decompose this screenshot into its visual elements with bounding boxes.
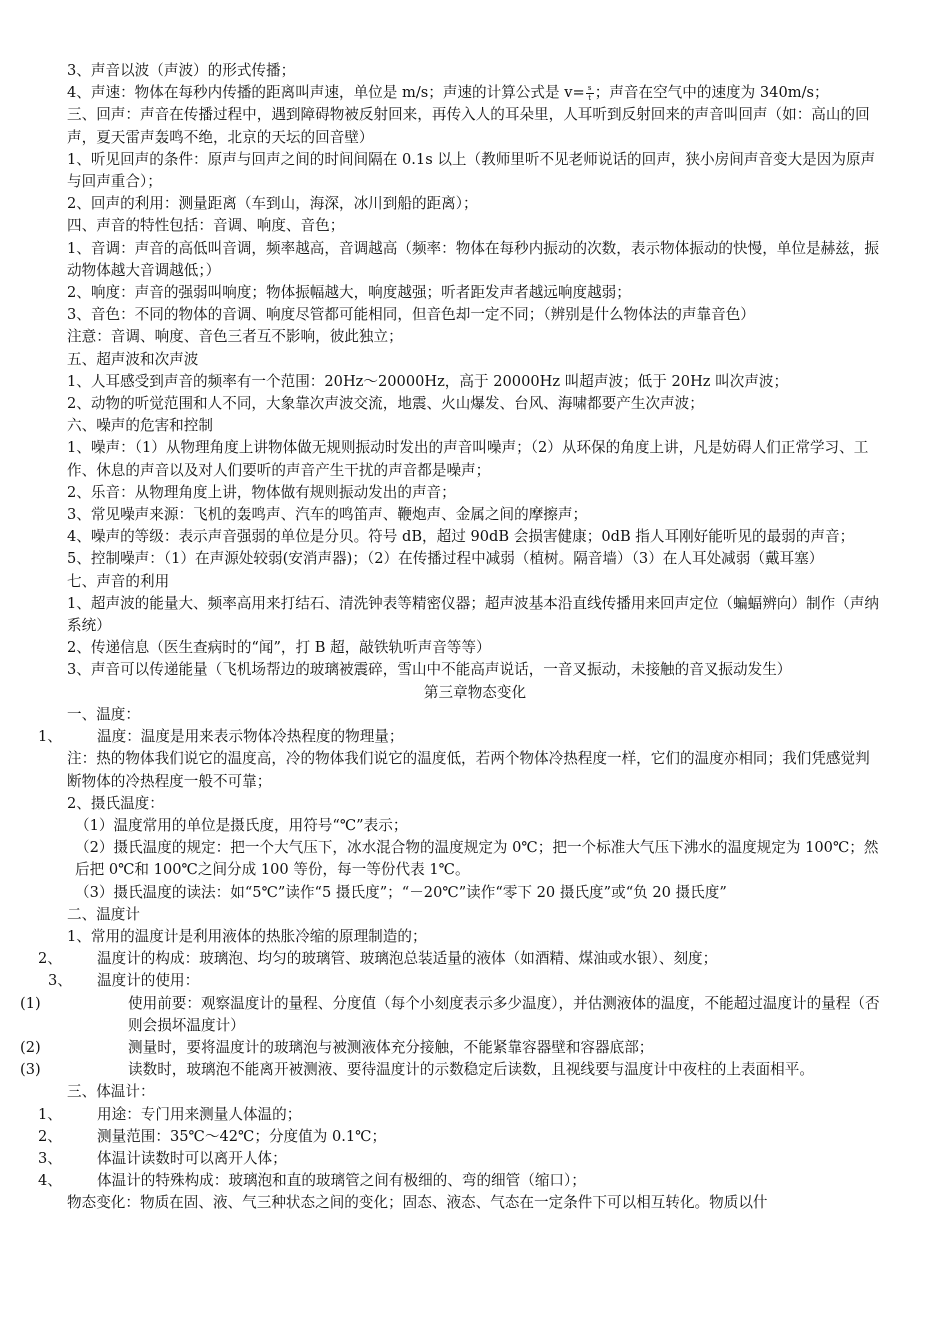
line-text: 3、声音可以传递能量（飞机场帮边的玻璃被震碎，雪山中不能高声说话，一音叉振动，未接触的音叉振动发生） [67, 661, 792, 679]
fraction-denominator: t [588, 93, 592, 102]
text-line [0, 1126, 950, 1148]
line-text: 测量范围：35℃～42℃；分度值为 0.1℃； [97, 1127, 387, 1145]
text-line [0, 371, 950, 393]
line-text: 2、动物的听觉范围和人不同，大象靠次声波交流，地震、火山爆发、台风、海啸都要产生次声波； [67, 395, 704, 413]
list-number: 1、 [38, 1105, 62, 1123]
line-text: 2、乐音：从物理角度上讲，物体做有规则振动发出的声音； [67, 483, 456, 501]
line-text: 2、响度：声音的强弱叫响度；物体振幅越大，响度越强；听者距发声者越远响度越弱； [67, 284, 631, 302]
text-line [0, 704, 950, 726]
line-text: 五、超声波和次声波 [67, 350, 199, 368]
line-text: 一、温度： [67, 705, 140, 723]
line-text: 读数时，玻璃泡不能离开被测液、要待温度计的示数稳定后读数，且视线要与温度计中夜柱的上表面相平。 [128, 1061, 814, 1079]
document-page [0, 60, 950, 1215]
text-line [0, 837, 950, 881]
fraction-numerator: s [587, 83, 592, 92]
line-text: 2、回声的利用：测量距离（车到山，海深，冰川到船的距离）； [67, 195, 478, 213]
text-line [0, 482, 950, 504]
line-text: 六、噪声的危害和控制 [67, 417, 213, 435]
list-number: 4、 [38, 1172, 62, 1190]
text-line [0, 1059, 950, 1081]
list-number: (3) [20, 1061, 41, 1079]
line-text: 体温计的特殊构成：玻璃泡和直的玻璃管之间有极细的、弯的细管（缩口）； [97, 1172, 586, 1190]
text-line [0, 637, 950, 659]
line-text: 1、音调：声音的高低叫音调，频率越高，音调越高（频率：物体在每秒内振动的次数，表示物体振动的快慢，单位是赫兹，振动物体越大音调越低；） [67, 239, 879, 279]
text-line [0, 437, 950, 481]
text-line [0, 904, 950, 926]
line-text: （2）摄氏温度的规定：把一个大气压下，冰水混合物的温度规定为 0℃；把一个标准大气压下沸水的温度规定为 100℃；然后把 0℃和 100℃之间分成 100 等份，每一等份代表 1℃。 [75, 839, 879, 879]
line-text: 温度计的使用： [97, 972, 200, 990]
line-text: 3、声音以波（声波）的形式传播； [67, 62, 296, 79]
text-line [0, 504, 950, 526]
line-text: 1、噪声：（1）从物理角度上讲物体做无规则振动时发出的声音叫噪声；（2）从环保的角度上讲，凡是妨碍人们正常学习、工作、休息的声音以及对人们要听的声音产生干扰的声音都是噪声； [67, 439, 869, 479]
line-text-tail: ；声音在空气中的速度为 340m/s； [594, 84, 829, 102]
line-text: 温度计的构成：玻璃泡、均匀的玻璃管、玻璃泡总装适量的液体（如酒精、煤油或水银）、刻度； [97, 950, 718, 968]
text-line [0, 393, 950, 415]
text-line [0, 748, 950, 792]
line-text: 四、声音的特性包括：音调、响度、音色； [67, 217, 345, 235]
line-text: 1、常用的温度计是利用液体的热胀冷缩的原理制造的； [67, 927, 427, 945]
line-text: 三、回声：声音在传播过程中，遇到障碍物被反射回来，再传入人的耳朵里，人耳听到反射回来的声音叫回声（如：高山的回声，夏天雷声轰鸣不绝，北京的天坛的回音壁） [67, 106, 870, 146]
text-line [0, 815, 950, 837]
line-text: 使用前要：观察温度计的量程、分度值（每个小刻度表示多少温度），并估测液体的温度，不能超过温度计的量程（否则会损坏温度计） [128, 994, 880, 1034]
line-text: （1）温度常用的单位是摄氏度，用符号“℃”表示； [75, 816, 408, 834]
list-number: (1) [20, 994, 41, 1012]
text-line [0, 882, 950, 904]
text-line [0, 238, 950, 282]
line-text: 二、温度计 [67, 905, 140, 923]
line-text: 第三章物态变化 [423, 683, 527, 701]
text-line [0, 1170, 950, 1192]
line-text: 2、摄氏温度： [67, 794, 164, 812]
text-line [0, 993, 950, 1037]
text-line [0, 104, 950, 148]
line-text: 三、体温计： [67, 1083, 155, 1101]
speed-formula-fraction [586, 85, 594, 102]
line-text: 1、听见回声的条件：原声与回声之间的时间间隔在 0.1s 以上（教师里听不见老师说话的回声，狭小房间声音变大是因为原声与回声重合）； [67, 150, 876, 191]
text-line [0, 1037, 950, 1059]
text-line [0, 571, 950, 593]
line-text: 注意：音调、响度、音色三者互不影响，彼此独立； [67, 328, 403, 346]
text-line [0, 948, 950, 970]
list-number: 3、 [38, 1149, 62, 1167]
text-line [0, 1148, 950, 1170]
text-line [0, 349, 950, 371]
line-text: （3）摄氏温度的读法：如“5℃”读作“5 摄氏度”；“－20℃”读作“零下 20 摄氏度”或“负 20 摄氏度” [75, 883, 727, 901]
line-text: 4、噪声的等级：表示声音强弱的单位是分贝。符号 dB，超过 90dB 会损害健康；0dB 指人耳刚好能听见的最弱的声音； [67, 528, 855, 546]
text-line [0, 548, 950, 570]
line-text: 温度：温度是用来表示物体冷热程度的物理量； [97, 728, 404, 746]
text-line [0, 926, 950, 948]
text-line [0, 659, 950, 681]
text-line [0, 82, 950, 104]
text-line [0, 149, 950, 193]
text-line [0, 282, 950, 304]
list-number: (2) [20, 1038, 41, 1056]
text-line [0, 1192, 950, 1214]
list-number: 2、 [38, 1127, 62, 1145]
text-line [0, 726, 950, 748]
list-number: 1、 [38, 728, 62, 746]
line-text: 注：热的物体我们说它的温度高，冷的物体我们说它的温度低，若两个物体冷热程度一样，它们的温度亦相同；我们凭感觉判断物体的冷热程度一般不可靠； [67, 750, 870, 790]
line-text: 测量时，要将温度计的玻璃泡与被测液体充分接触，不能紧靠容器壁和容器底部； [128, 1038, 654, 1056]
text-line [0, 970, 950, 992]
line-text: 5、控制噪声：（1）在声源处较弱(安消声器)；（2）在传播过程中减弱（植树。隔音墙）（3）在人耳处减弱（戴耳塞） [67, 550, 824, 568]
text-line [0, 593, 950, 637]
list-number: 3、 [48, 972, 72, 990]
text-line [0, 415, 950, 437]
text-line [0, 1081, 950, 1103]
line-text: 物态变化：物质在固、液、气三种状态之间的变化；固态、液态、气态在一定条件下可以相互转化。物质以什 [67, 1194, 768, 1212]
text-line [0, 793, 950, 815]
line-text: 1、超声波的能量大、频率高用来打结石、清洗钟表等精密仪器；超声波基本沿直线传播用来回声定位（蝙蝠辨向）制作（声纳系统） [67, 594, 879, 635]
line-text: 3、常见噪声来源：飞机的轰鸣声、汽车的鸣笛声、鞭炮声、金属之间的摩擦声； [67, 506, 588, 524]
text-line [0, 1104, 950, 1126]
text-line [0, 193, 950, 215]
text-line [0, 326, 950, 348]
text-line [0, 215, 950, 237]
line-text: 体温计读数时可以离开人体； [97, 1149, 287, 1167]
line-text: 用途：专门用来测量人体温的； [97, 1105, 302, 1123]
text-line [0, 682, 950, 704]
line-text: 4、声速：物体在每秒内传播的距离叫声速，单位是 m/s；声速的计算公式是 v= [67, 84, 585, 102]
text-line [0, 60, 950, 82]
line-text: 七、声音的利用 [67, 572, 170, 590]
line-text: 2、传递信息（医生查病时的“闻”，打 B 超，敲铁轨听声音等等） [67, 639, 491, 657]
line-text: 3、音色：不同的物体的音调、响度尽管都可能相同，但音色却一定不同；（辨别是什么物体法的声靠音色） [67, 306, 755, 324]
text-line [0, 526, 950, 548]
line-text: 1、人耳感受到声音的频率有一个范围：20Hz～20000Hz，高于 20000Hz 叫超声波；低于 20Hz 叫次声波； [67, 372, 789, 390]
text-line [0, 304, 950, 326]
list-number: 2、 [38, 950, 62, 968]
